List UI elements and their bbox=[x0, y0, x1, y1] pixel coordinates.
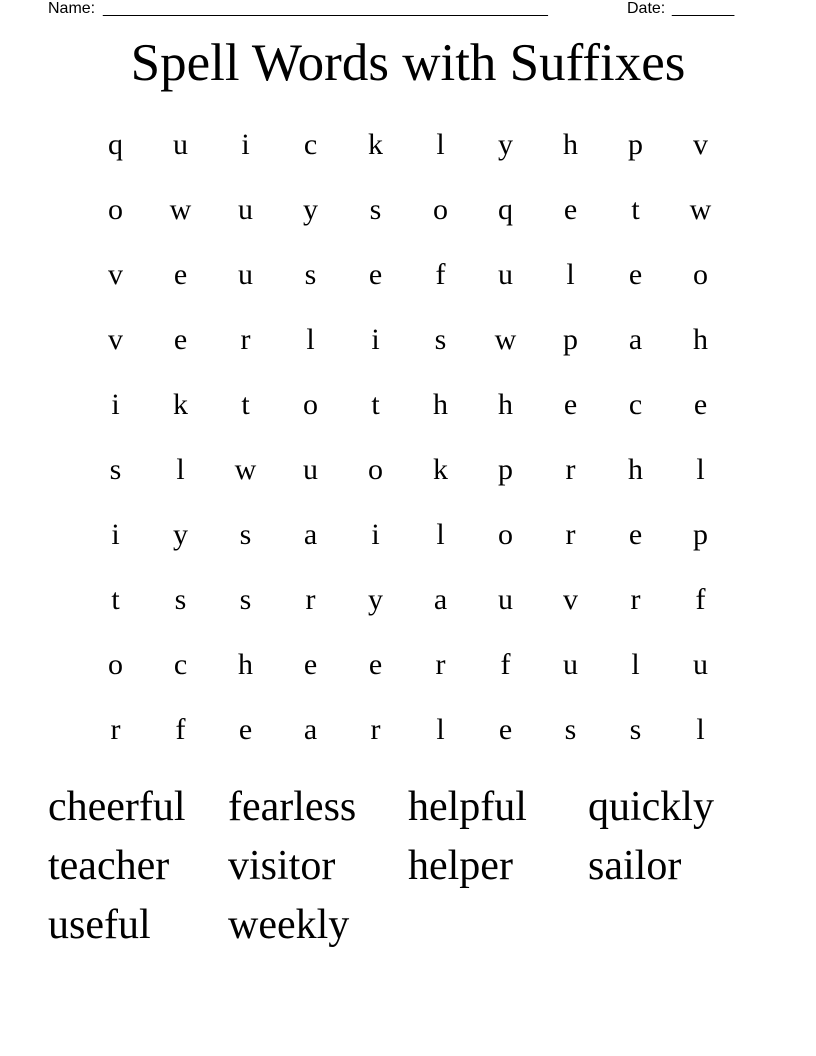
grid-letter: w bbox=[689, 192, 712, 226]
grid-letter: u bbox=[238, 192, 253, 226]
grid-letter: u bbox=[563, 647, 578, 681]
grid-letter: a bbox=[628, 322, 643, 356]
grid-letter: w bbox=[169, 192, 192, 226]
grid-letter: t bbox=[241, 387, 250, 421]
grid-letter: h bbox=[238, 647, 253, 681]
grid-letter: q bbox=[498, 192, 513, 226]
grid-letter: e bbox=[173, 257, 188, 291]
grid-letter: u bbox=[173, 127, 188, 161]
grid-letter: o bbox=[108, 647, 123, 681]
grid-letter: q bbox=[108, 127, 123, 161]
grid-letter: l bbox=[436, 517, 445, 551]
grid-letter: w bbox=[234, 452, 257, 486]
grid-letter: s bbox=[434, 322, 447, 356]
grid-letter: w bbox=[494, 322, 517, 356]
grid-letter: v bbox=[108, 257, 123, 291]
grid-letter: r bbox=[305, 582, 316, 616]
grid-letter: k bbox=[368, 127, 383, 161]
grid-letter: e bbox=[173, 322, 188, 356]
grid-letter: o bbox=[498, 517, 513, 551]
grid-letter: u bbox=[303, 452, 318, 486]
grid-letter: e bbox=[563, 387, 578, 421]
name-label: Name: bbox=[48, 0, 96, 17]
word-list-item: useful bbox=[48, 902, 151, 948]
grid-letter: f bbox=[435, 257, 446, 291]
word-list-item: sailor bbox=[588, 843, 682, 889]
grid-letter: s bbox=[369, 192, 382, 226]
grid-letter: s bbox=[239, 517, 252, 551]
grid-letter: r bbox=[630, 582, 641, 616]
grid-letter: c bbox=[173, 647, 188, 681]
grid-letter: r bbox=[565, 517, 576, 551]
grid-letter: i bbox=[371, 517, 380, 551]
grid-letter: l bbox=[566, 257, 575, 291]
word-list-item: helpful bbox=[408, 784, 527, 830]
word-list-item: weekly bbox=[228, 902, 350, 948]
grid-letter: i bbox=[111, 387, 120, 421]
grid-letter: e bbox=[563, 192, 578, 226]
grid-letter: l bbox=[176, 452, 185, 486]
grid-letter: s bbox=[629, 712, 642, 746]
grid-letter: f bbox=[500, 647, 511, 681]
grid-letter: v bbox=[108, 322, 123, 356]
grid-letter: e bbox=[628, 517, 643, 551]
grid-letter: u bbox=[498, 257, 513, 291]
grid-letter: u bbox=[238, 257, 253, 291]
date-label: Date: bbox=[627, 0, 666, 17]
grid-letter: o bbox=[108, 192, 123, 226]
grid-letter: p bbox=[563, 322, 578, 356]
grid-letter: i bbox=[111, 517, 120, 551]
grid-letter: t bbox=[111, 582, 120, 616]
grid-letter: r bbox=[370, 712, 381, 746]
word-list-item: visitor bbox=[228, 843, 336, 889]
grid-letter: s bbox=[109, 452, 122, 486]
grid-letter: a bbox=[303, 712, 318, 746]
word-list-item: helper bbox=[408, 843, 513, 889]
grid-letter: o bbox=[303, 387, 318, 421]
word-list bbox=[48, 778, 768, 955]
grid-letter: l bbox=[696, 712, 705, 746]
word-list-item: fearless bbox=[228, 784, 357, 830]
grid-letter: r bbox=[240, 322, 251, 356]
grid-letter: y bbox=[173, 517, 188, 551]
word-list-item: cheerful bbox=[48, 784, 186, 830]
grid-letter: y bbox=[303, 192, 318, 226]
grid-letter: l bbox=[436, 127, 445, 161]
grid-letter: l bbox=[306, 322, 315, 356]
grid-letter: h bbox=[563, 127, 578, 161]
word-list-item: quickly bbox=[588, 784, 714, 830]
name-blank-line: __________________________________________________ bbox=[103, 0, 548, 17]
grid-letter: i bbox=[371, 322, 380, 356]
grid-letter: f bbox=[695, 582, 706, 616]
grid-letter: r bbox=[565, 452, 576, 486]
grid-letter: y bbox=[498, 127, 513, 161]
worksheet-header bbox=[48, 0, 748, 20]
grid-letter: k bbox=[173, 387, 188, 421]
grid-letter: e bbox=[238, 712, 253, 746]
grid-letter: o bbox=[368, 452, 383, 486]
grid-letter: v bbox=[563, 582, 578, 616]
grid-letter: h bbox=[498, 387, 513, 421]
grid-letter: a bbox=[433, 582, 448, 616]
grid-letter: o bbox=[433, 192, 448, 226]
grid-letter: c bbox=[628, 387, 643, 421]
grid-letter: i bbox=[241, 127, 250, 161]
grid-letter: f bbox=[175, 712, 186, 746]
grid-letter: e bbox=[628, 257, 643, 291]
grid-letter: e bbox=[498, 712, 513, 746]
grid-letter: e bbox=[368, 257, 383, 291]
grid-letter: r bbox=[110, 712, 121, 746]
grid-letter: l bbox=[631, 647, 640, 681]
grid-letter: e bbox=[303, 647, 318, 681]
grid-letter: v bbox=[693, 127, 708, 161]
grid-letter: h bbox=[433, 387, 448, 421]
grid-letter: e bbox=[693, 387, 708, 421]
letter-grid bbox=[83, 112, 733, 762]
grid-letter: h bbox=[628, 452, 643, 486]
grid-letter: y bbox=[368, 582, 383, 616]
grid-letter: e bbox=[368, 647, 383, 681]
grid-letter: u bbox=[498, 582, 513, 616]
grid-letter: l bbox=[436, 712, 445, 746]
grid-letter: s bbox=[174, 582, 187, 616]
grid-letter: u bbox=[693, 647, 708, 681]
grid-letter: l bbox=[696, 452, 705, 486]
grid-letter: s bbox=[304, 257, 317, 291]
grid-letter: h bbox=[693, 322, 708, 356]
grid-letter: t bbox=[371, 387, 380, 421]
grid-letter: o bbox=[693, 257, 708, 291]
grid-letter: a bbox=[303, 517, 318, 551]
grid-letter: r bbox=[435, 647, 446, 681]
grid-letter: s bbox=[564, 712, 577, 746]
date-blank-line: _______ bbox=[672, 0, 735, 17]
page-title: Spell Words with Suffixes bbox=[130, 34, 686, 92]
grid-letter: k bbox=[433, 452, 448, 486]
grid-letter: p bbox=[628, 127, 643, 161]
word-list-item: teacher bbox=[48, 843, 170, 889]
grid-letter: t bbox=[631, 192, 640, 226]
grid-letter: c bbox=[303, 127, 318, 161]
grid-letter: p bbox=[498, 452, 513, 486]
grid-letter: p bbox=[693, 517, 708, 551]
grid-letter: s bbox=[239, 582, 252, 616]
